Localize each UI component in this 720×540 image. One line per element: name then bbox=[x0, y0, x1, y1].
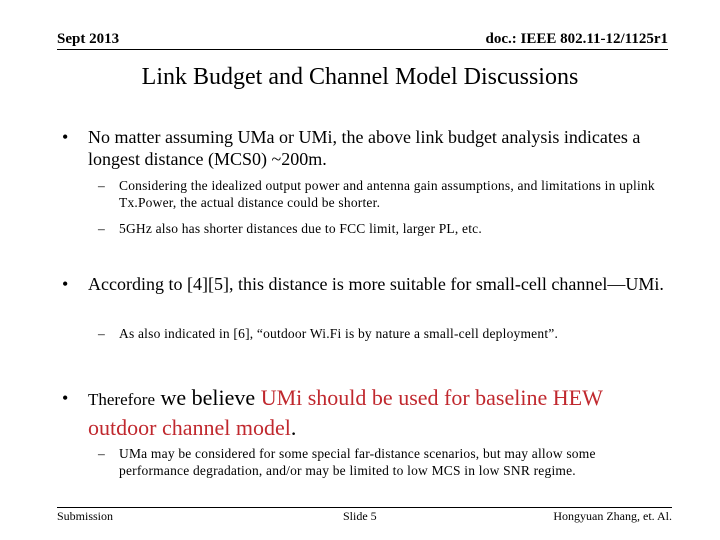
sub-1-1 bbox=[98, 177, 658, 211]
bullet-1-dot: • bbox=[62, 127, 69, 147]
sub-2-1-text: As also indicated in [6], “outdoor Wi.Fi is by nature a small-cell deployment”. bbox=[119, 326, 559, 341]
bullet-1-text: No matter assuming UMa or UMi, the above link budget analysis indicates a longest distance (MCS0) ~200m. bbox=[88, 127, 641, 169]
bullet-1 bbox=[62, 126, 672, 170]
footer-submission: Submission bbox=[57, 509, 114, 523]
bullet-3 bbox=[62, 384, 672, 442]
sub-3-1-dash: – bbox=[98, 446, 105, 461]
bullet-3-text bbox=[88, 384, 672, 442]
bullet-2 bbox=[62, 273, 672, 295]
bullet-3-end: . bbox=[290, 415, 297, 440]
sub-3-1 bbox=[98, 445, 658, 479]
header-date: Sept 2013 bbox=[57, 31, 120, 47]
sub-2-1-dash: – bbox=[98, 326, 105, 341]
bullet-3-highlight: UMi should be used for baseline HEW outdoor channel model bbox=[88, 385, 603, 440]
sub-1-1-dash: – bbox=[98, 178, 105, 193]
sub-1-2-text: 5GHz also has shorter distances due to FCC limit, larger PL, etc. bbox=[119, 221, 482, 236]
footer-rule bbox=[57, 507, 672, 508]
header-doc-id: doc.: IEEE 802.11-12/1125r1 bbox=[485, 31, 668, 47]
sub-2-1 bbox=[98, 325, 658, 342]
sub-1-2-dash: – bbox=[98, 221, 105, 236]
footer-slide-number: Slide 5 bbox=[343, 509, 377, 523]
header-rule bbox=[57, 49, 668, 50]
sub-1-1-text: Considering the idealized output power and antenna gain assumptions, and limitations in uplink Tx.Power, the actual distance could be shorter. bbox=[119, 178, 655, 210]
bullet-2-dot: • bbox=[62, 274, 69, 294]
sub-3-1-text: UMa may be considered for some special far-distance scenarios, but may allow some performance degradation, and/or may be limited to low MCS in low SNR regime. bbox=[119, 446, 596, 478]
bullet-2-text: According to [4][5], this distance is more suitable for small-cell channel—UMi. bbox=[88, 274, 664, 294]
sub-1-2 bbox=[98, 220, 658, 237]
bullet-3-dot: • bbox=[62, 388, 69, 408]
bullet-3-middle: we believe bbox=[155, 385, 261, 410]
bullet-3-lead: Therefore bbox=[88, 390, 156, 409]
slide-title: Link Budget and Channel Model Discussions bbox=[141, 64, 579, 90]
footer-author: Hongyuan Zhang, et. Al. bbox=[553, 509, 672, 523]
